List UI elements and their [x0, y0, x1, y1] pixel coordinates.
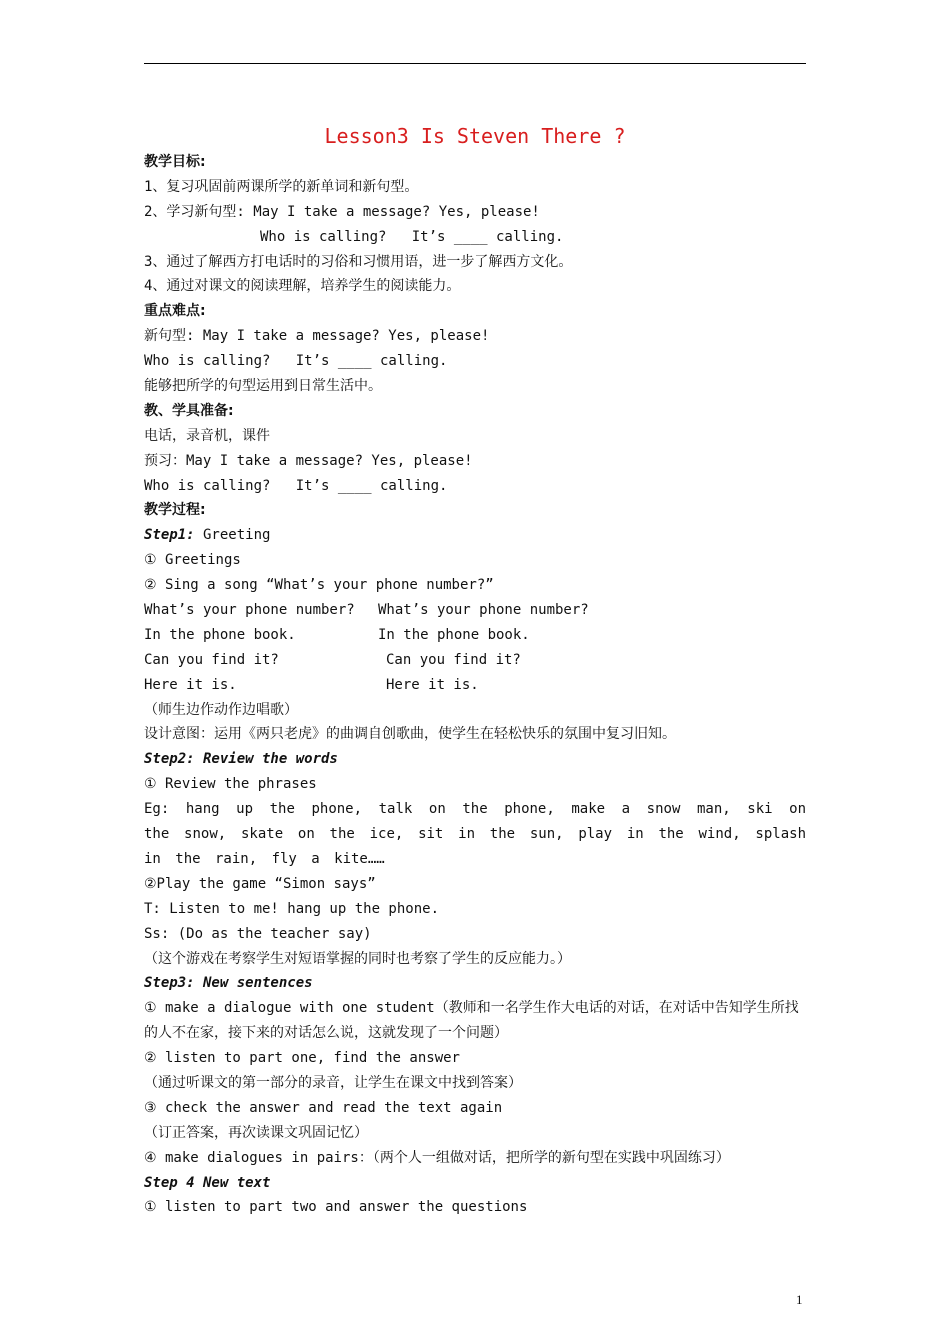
step3-item: （通过听课文的第一部分的录音，让学生在课文中找到答案） [144, 1075, 522, 1092]
song-line [144, 648, 806, 673]
page-title: Lesson3 Is Steven There ? [324, 124, 626, 148]
step3-item: ③ check the answer and read the text again [144, 1099, 503, 1116]
page-number: 1 [796, 1292, 803, 1307]
step3-heading: Step3: New sentences [144, 975, 313, 992]
step1-item: ② Sing a song “What’s your phone number?” [144, 577, 494, 594]
song-left: Can you find it? [144, 651, 279, 668]
objective-item: 4、通过对课文的阅读理解，培养学生的阅读能力。 [144, 278, 461, 295]
step3-item: （订正答案，再次读课文巩固记忆） [144, 1124, 368, 1141]
song-right: What’s your phone number? [378, 602, 589, 619]
objectives-heading: 教学目标: [144, 154, 206, 170]
step1-title: Greeting [194, 527, 271, 544]
step2-heading: Step2: Review the words [144, 751, 338, 768]
step3-item: ① make a dialogue with one student（教师和一名学生作大电话的对话，在对话中告知学生所找的人不在家，接下来的对话怎么说，这就发现了一个问题） [144, 1000, 799, 1042]
step2-phrases: Eg: hang up the phone, talk on the phone, make a snow man, ski on the snow, skate on the ice, sit in the sun, play in the wind, splash in the rain, fly a kite…… [144, 801, 806, 867]
preparation-item: 电话，录音机，课件 [144, 427, 270, 444]
song-line [144, 673, 806, 698]
key-point-item: 新句型: May I take a message? Yes, please! [144, 328, 490, 345]
key-point-item: Who is calling? It’s ____ calling. [144, 353, 448, 370]
step1-note: （师生边作动作边唱歌） [144, 701, 298, 718]
process-heading: 教学过程: [144, 502, 206, 519]
song-right: In the phone book. [378, 626, 530, 643]
step1-line [144, 523, 806, 548]
step2-item: T: Listen to me! hang up the phone. [144, 900, 440, 917]
step4-item: ① listen to part two and answer the questions [144, 1199, 528, 1216]
preparation-item: Who is calling? It’s ____ calling. [144, 477, 448, 494]
step2-item: （这个游戏在考察学生对短语掌握的同时也考察了学生的反应能力。） [144, 950, 571, 967]
step4-heading: Step 4 New text [144, 1174, 271, 1191]
song-right: Can you find it? [386, 651, 521, 668]
document-body [144, 150, 806, 1220]
song-line [144, 598, 806, 623]
song-line [144, 623, 806, 648]
preparation-heading: 教、学具准备: [144, 402, 234, 419]
step1-item: ① Greetings [144, 552, 241, 569]
step2-item: Ss: (Do as the teacher say) [144, 925, 372, 942]
key-points-heading: 重点难点: [144, 303, 206, 320]
objective-item: 1、复习巩固前两课所学的新单词和新句型。 [144, 178, 419, 195]
step1-design-intent: 设计意图：运用《两只老虎》的曲调自创歌曲，使学生在轻松快乐的氛围中复习旧知。 [144, 726, 676, 743]
objective-item: 2、学习新句型: May I take a message? Yes, please! [144, 203, 540, 220]
step3-item: ④ make dialogues in pairs：（两个人一组做对话，把所学的新句型在实践中巩固练习） [144, 1149, 730, 1166]
objective-item: 3、通过了解西方打电话时的习俗和习惯用语，进一步了解西方文化。 [144, 253, 573, 270]
step3-item: ② listen to part one, find the answer [144, 1050, 460, 1067]
header-rule [144, 63, 806, 64]
step2-item: ②Play the game “Simon says” [144, 875, 376, 892]
song-left: Here it is. [144, 676, 237, 693]
song-left: In the phone book. [144, 626, 296, 643]
step1-label: Step1: [144, 527, 195, 544]
song-left: What’s your phone number? [144, 602, 355, 619]
song-right: Here it is. [386, 676, 479, 693]
preparation-item: 预习：May I take a message? Yes, please! [144, 452, 473, 469]
key-point-item: 能够把所学的句型运用到日常生活中。 [144, 378, 382, 395]
objective-item: Who is calling? It’s ____ calling. [260, 228, 564, 245]
step2-item: ① Review the phrases [144, 776, 317, 793]
